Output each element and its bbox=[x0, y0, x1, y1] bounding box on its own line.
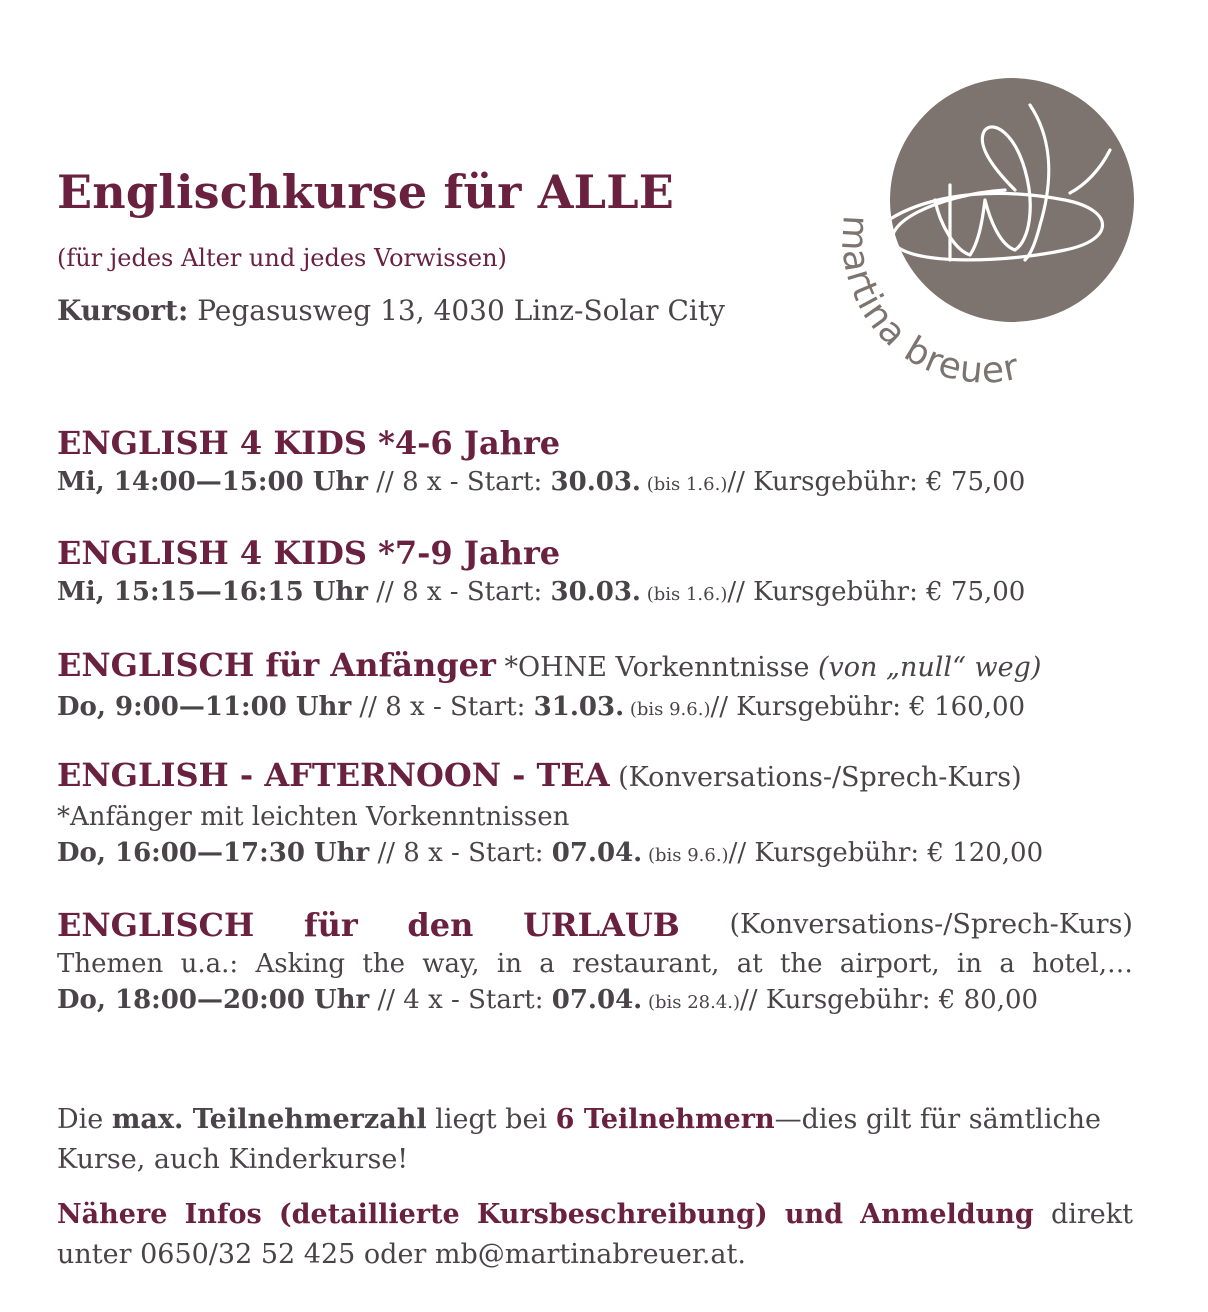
course-type: (Konversations-/Sprech-Kurs) bbox=[729, 909, 1133, 940]
course-topics: Themen u.a.: Asking the way, in a restaurant, at the airport, in a hotel,… bbox=[57, 949, 1133, 979]
course-schedule: Do, 16:00—17:30 Uhr // 8 x - Start: 07.04. (bis 9.6.)// Kursgebühr: € 120,00 bbox=[57, 838, 1044, 868]
course-type: (Konversations-/Sprech-Kurs) bbox=[609, 762, 1022, 793]
participants-info: Die max. Teilnehmerzahl liegt bei 6 Teilnehmern—dies gilt für sämtliche Kurse, auch Kinderkurse! bbox=[57, 1104, 1101, 1175]
page-subtitle: (für jedes Alter und jedes Vorwissen) bbox=[57, 244, 507, 272]
course-beginners bbox=[57, 644, 1133, 728]
course-schedule: Do, 9:00—11:00 Uhr // 8 x - Start: 31.03. (bis 9.6.)// Kursgebühr: € 160,00 bbox=[57, 692, 1026, 722]
location-value: Pegasusweg 13, 4030 Linz-Solar City bbox=[188, 294, 725, 327]
contact-info: Nähere Infos (detaillierte Kursbeschreibung) und Anmeldung direkt unter 0650/32 52 425 oder mb@martinabreuer.at. bbox=[57, 1195, 1133, 1275]
course-name: ENGLISH 4 KIDS *7-9 Jahre bbox=[57, 534, 561, 572]
logo-circle bbox=[890, 78, 1134, 322]
course-name: ENGLISH - AFTERNOON - TEA bbox=[57, 756, 610, 794]
course-note: *Anfänger mit leichten Vorkenntnissen bbox=[57, 802, 570, 832]
course-name: ENGLISCH für Anfänger bbox=[57, 646, 496, 684]
martina-breuer-logo bbox=[825, 75, 1145, 385]
course-schedule: Mi, 14:00—15:00 Uhr // 8 x - Start: 30.03. (bis 1.6.)// Kursgebühr: € 75,00 bbox=[57, 467, 1026, 497]
course-kids-7-9 bbox=[57, 532, 1133, 613]
course-afternoon-tea bbox=[57, 754, 1133, 874]
course-holiday bbox=[57, 904, 1133, 1021]
course-prerequisite: *OHNE Vorkenntnisse (von „null“ weg) bbox=[495, 652, 1042, 683]
logo-text: martina breuer bbox=[832, 214, 1024, 385]
course-heading: ENGLISCH für den URLAUB (Konversations-/Sprech-Kurs) bbox=[57, 906, 1133, 944]
course-location bbox=[57, 294, 725, 327]
course-schedule: Mi, 15:15—16:15 Uhr // 8 x - Start: 30.03. (bis 1.6.)// Kursgebühr: € 75,00 bbox=[57, 577, 1026, 607]
course-schedule: Do, 18:00—20:00 Uhr // 4 x - Start: 07.04. (bis 28.4.)// Kursgebühr: € 80,00 bbox=[57, 985, 1039, 1015]
contact-line: unter 0650/32 52 425 oder mb@martinabreuer.at. bbox=[57, 1239, 746, 1270]
course-kids-4-6 bbox=[57, 422, 1133, 503]
location-label: Kursort: bbox=[57, 294, 189, 327]
page-title: Englischkurse für ALLE bbox=[57, 165, 675, 219]
course-name: ENGLISH 4 KIDS *4-6 Jahre bbox=[57, 424, 561, 462]
